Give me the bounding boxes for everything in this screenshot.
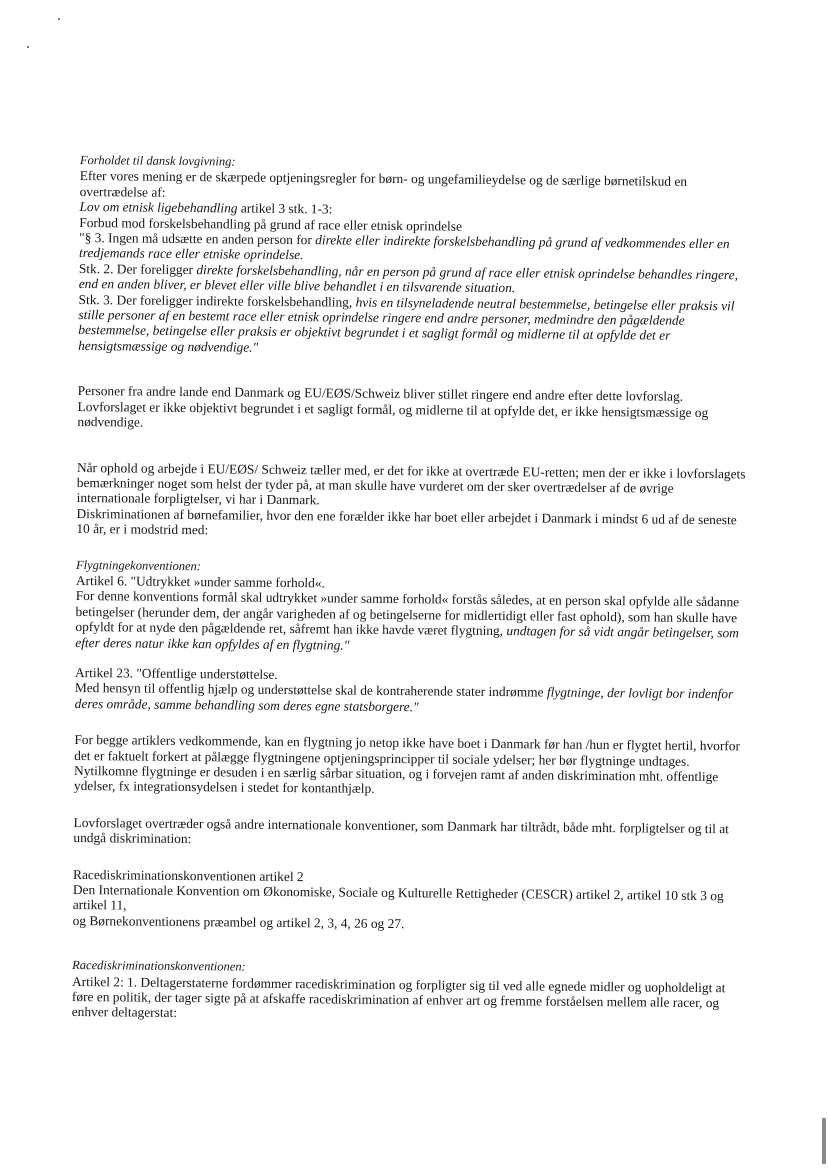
law-quote-stk-2: Stk. 2. Der foreligger direkte forskelsbehandling, når en person på grund af race eller etnisk oprindelse behandles ringere, end en anden bliver, er blevet eller ville blive behandlet i en tilsvarende situation.: [78, 260, 739, 296]
law-name: Lov om etnisk ligebehandling: [79, 199, 238, 216]
scan-edge-mark: [822, 1118, 826, 1164]
convention-item: og Børnekonventionens præambel og artikel 2, 3, 4, 26 og 27.: [72, 912, 405, 931]
paragraph: Efter vores mening er de skærpede optjeningsregler for børn- og ungefamilieydelse og de særlige børnetilskud en overtrædelse af:: [79, 168, 688, 200]
article-title: Artikel 6. "Udtrykket »under samme forhold«.: [75, 572, 326, 591]
section-heading: Flygtningekonventionen:: [75, 557, 202, 573]
section-heading: Racediskriminationskonventionen:: [72, 958, 246, 974]
section-heading: Forholdet til dansk lovgivning:: [79, 153, 236, 169]
convention-item: Den Internationale Konvention om Økonomiske, Sociale og Kulturelle Rettigheder (CESCR) artikel 2, artikel 10 stk 3 og artikel 11,: [72, 881, 724, 913]
article-body: Artikel 2: 1. Deltagerstaterne fordømmer racediskrimination og forpligter sig til ved alle egnede midler og uopholdeligt at føre en politik, der tager sigte på at afskaffe racediskrimination af enhver art og fremme forståelsen mellem alle racer, og enhver deltagerstat:: [71, 973, 726, 1021]
law-title: Forbud mod forskelsbehandling på grund af race eller etnisk oprindelse: [79, 214, 463, 234]
paragraph: Lovforslaget overtræder også andre internationale konventioner, som Danmark har tiltrådt, både mht. forpligtelser og til at undgå diskrimination:: [73, 814, 730, 847]
law-quote-section-3: "§ 3. Ingen må udsætte en anden person for direkte eller indirekte forskelsbehandling på grund af vedkommendes eller en tredjemands race eller etniske oprindelse.: [78, 230, 730, 263]
convention-item: Racediskriminationskonventionen artikel 2: [73, 866, 304, 884]
document-body: [72, 153, 750, 1026]
scan-speck: [58, 18, 60, 20]
article-title: Artikel 23. "Offentlige understøttelse.: [74, 664, 278, 682]
paragraph: Personer fra andre lande end Danmark og EU/EØS/Schweiz bliver stillet ringere end andre efter dette lovforslag. Lovforslaget er ikke objektivt begrundet i et sagligt formål, og midlerne til at opfylde det, er ikke hensigtsmæssige og nødvendige.: [77, 383, 709, 430]
article-body: For denne konventions formål skal udtrykket »under samme forhold« forstås således, at en person skal opfylde alle sådanne betingelser (herunder dem, der angår varigheden af og betingelserne for midlertidigt eller fast ophold), som han skulle have opfyldt for at nyde den pågældende ret, såfremt han ikke havde været flygtning, undtagen for så vidt angår betingelser, som efter deres natur ikke kan opfyldes af en flygtning.": [75, 588, 740, 653]
law-quote-stk-3: Stk. 3. Der foreligger indirekte forskelsbehandling, hvis en tilsyneladende neutral bestemmelse, betingelse eller praksis vil stille personer af en bestemt race eller etnisk oprindelse ringere end andre personer, medmindre den pågældende bestemmelse, betingelse eller praksis er objektivt begrundet i et sagligt formål og midlerne til at opfylde det er hensigtsmæssige og nødvendige.": [78, 291, 735, 355]
paragraph: Diskriminationen af børnefamilier, hvor den ene forælder ikke har boet eller arbejdet i Danmark i mindst 6 ud af de seneste 10 år, er i modstrid med:: [76, 505, 737, 538]
paragraph: For begge artiklers vedkommende, kan en flygtning jo netop ikke have boet i Danmark før han /hun er flygtet hertil, hvorfor det er faktuelt forkert at pålægge flygtningene optjeningsprincipper til sociale ydelser; her bør flygtninge undtages. Nytilkomne flygtninge er desuden i en særlig sårbar situation, og i forvejen ramt af anden diskrimination mht. offentlige ydelser, fx integrationsydelsen i stedet for kontanthjælp.: [73, 732, 741, 797]
scan-speck: [27, 46, 29, 48]
article-body: Med hensyn til offentlig hjælp og understøttelse skal de kontraherende stater indrømme flygtninge, der lovligt bor indenfor deres område, samme behandling som deres egne statsborgere.": [74, 680, 734, 715]
paragraph: Når ophold og arbejde i EU/EØS/ Schweiz tæller med, er det for ikke at overtræde EU-retten; men der er ikke i lovforslagets bemærkninger noget som helst der tyder på, at man skulle have vurderet om der sker overtrædelser af de øvrige internationale forpligtelser, vi har i Danmark.: [76, 459, 746, 508]
law-article: artikel 3 stk. 1-3:: [237, 200, 333, 217]
